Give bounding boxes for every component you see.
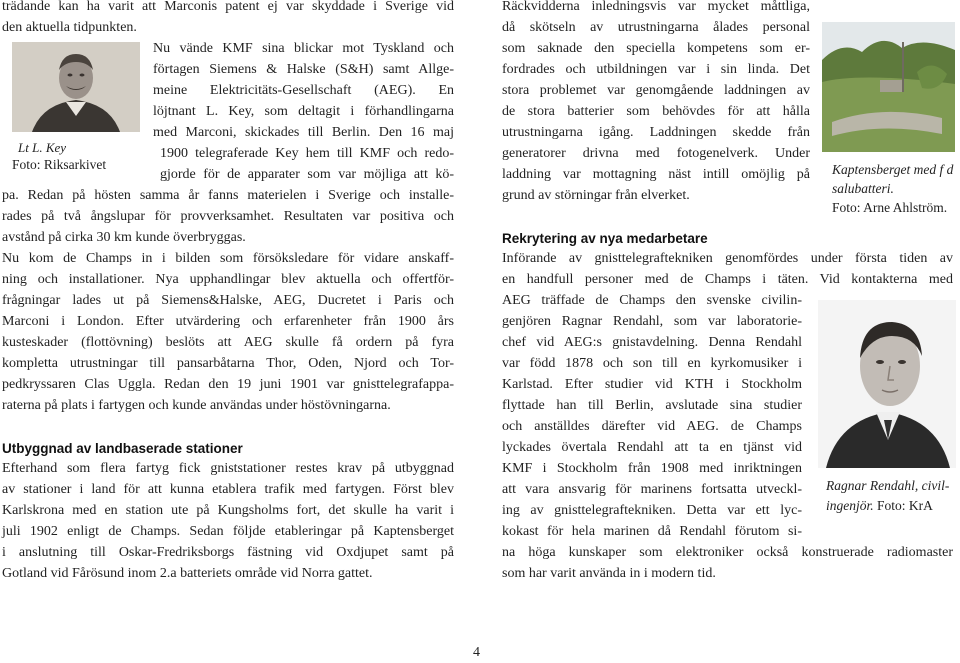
section-heading: Rekrytering av nya medarbetare [502, 231, 708, 246]
kaptensberget-caption: Kaptensberget med f d [832, 162, 954, 177]
left-wrap-line: Nu vände KMF sina blickar mot Tyskland och [153, 41, 454, 56]
left-text-line: trädande kan ha varit att Marconis patent ej var skyddade i Sverige vid [2, 0, 454, 14]
left-body-line: avstånd på cirka 30 km kunde överbryggas. [2, 230, 246, 245]
right-text-line: utrustningarna igång. Laddningen skedde från [502, 125, 810, 140]
left-body-line: frågningar lades ut på Siemens&Halske, AEG, Ducretet i Paris och [2, 293, 454, 308]
right-wrap-line: chef vid AEG:s gnistavdelning. Denna Rendahl [502, 335, 802, 350]
left-body-line: kusteskader (flottövning) beslöts att AEG skulle få ordern på fyra [2, 335, 454, 350]
left-body-line: raterna på plats i fartygen och kunde användas under höstövningarna. [2, 398, 391, 413]
left-section-line: juli 1902 enligt de Champs. Sedan följde etableringar på Kaptensberget [2, 524, 454, 539]
left-body-line: rades på två ångslupar för provverksamhet. Resultaten var positiva och [2, 209, 454, 224]
key-photo-credit: Foto: Riksarkivet [12, 157, 107, 172]
left-text-line: den aktuella tidpunkten. [2, 20, 137, 35]
left-body-line: pedkryssaren Clas Uggla. Redan den 19 juni 1901 var gnisttelegrafappa- [2, 377, 454, 392]
kaptensberget-photo [822, 22, 955, 152]
key-portrait-photo [12, 42, 140, 132]
left-section-line: av stationer i land för att kunna etablera trafik med fartygen. Först blev [2, 482, 454, 497]
left-wrap-line: med Marconi, skickades till Berlin. Den 16 maj [153, 125, 454, 140]
right-text-line: Räckvidderna inledningsvis var mycket måttliga, [502, 0, 810, 14]
left-wrap-line: 1900 telegraferade Key hem till KMF och redo- [160, 146, 454, 161]
right-full-line: en handfull personer med de Champs i täten. Vid kontakterna med [502, 272, 953, 287]
section-heading: Utbyggnad av landbaserade stationer [2, 441, 243, 456]
left-wrap-line: meine Elektricitäts-Gesellschaft (AEG). En [153, 83, 454, 98]
right-text-line: som saknade den speciella kompetens som er- [502, 41, 810, 56]
left-body-line: kompletta utrustningar till pansarbåtarna Thor, Oden, Njord och Tor- [2, 356, 454, 371]
left-body-line: Marconi i London. Efter utvärdering och erfarenheter från 1900 års [2, 314, 454, 329]
right-wrap-line: ing av gnisttelegraftekniken. Detta var ett lyc- [502, 503, 802, 518]
right-text-line: generatorer drivna med fotogenelverk. Under [502, 146, 810, 161]
left-section-line: Karlskrona med en station ute på Kungsholms fort, det skulle ha varit i [2, 503, 454, 518]
right-wrap-line: kokast för hela marinen då Rendahl förutom si- [502, 524, 802, 539]
right-wrap-line: att vara ansvarig för marinens fortsatta utveckl- [502, 482, 802, 497]
left-section-line: Efterhand som flera fartyg fick gniststationer restes krav på utbyggnad [2, 461, 454, 476]
kaptensberget-caption: salubatteri. [832, 181, 894, 196]
rendahl-portrait-photo [818, 300, 956, 468]
right-wrap-line: flyttade han till Berlin, avslutade sina studier [502, 398, 802, 413]
right-full-line: Införande av gnisttelegraftekniken genomfördes under första tiden av [502, 251, 953, 266]
right-wrap-line: Karlstad. Efter studier vid KTH i Stockholm [502, 377, 802, 392]
right-wrap-line: KMF i Stockholm från 1908 med inriktningen [502, 461, 802, 476]
left-wrap-line: gjorde för de apparater som var möjliga att kö- [160, 167, 454, 182]
right-text-line: laddning var mottagning näst intill omöjlig på [502, 167, 810, 182]
rendahl-caption: Ragnar Rendahl, civil- [826, 478, 950, 493]
left-body-line: ning och installationer. Nya upphandlingar blev aktuella och offertför- [2, 272, 454, 287]
right-end-line: na höga kunskaper som elektroniker också konstruerade radiomaster [502, 545, 953, 560]
left-section-line: i anslutning till Oskar-Fredriksborgs fästning vid Oxdjupet samt på [2, 545, 454, 560]
rendahl-caption-line2 [826, 496, 933, 515]
right-wrap-line: var född 1878 och son till en kyrkomusiker i [502, 356, 802, 371]
right-text-line: grund av störningar från elverket. [502, 188, 690, 203]
right-wrap-line: AEG träffade de Champs den svenske civilin- [502, 293, 802, 308]
rendahl-photo-credit: Foto: KrA [873, 498, 933, 513]
kaptensberget-credit: Foto: Arne Ahlström. [832, 200, 948, 215]
left-section-line: Gotland vid Fårösund inom 2.a batteriets område vid Norra gattet. [2, 566, 373, 581]
rendahl-caption-title: ingenjör. [826, 498, 874, 513]
right-text-line: de stora batterier som behövdes för att hålla [502, 104, 810, 119]
right-text-line: stora problemet var genomgående laddningen av [502, 83, 810, 98]
right-text-line: då skötseln av utrustningarna ålades personal [502, 20, 810, 35]
right-text-line: fordrades och utbildningen var i sin linda. Det [502, 62, 810, 77]
page-number: 4 [473, 645, 480, 660]
right-wrap-line: lyckades övertala Rendahl att ta en tjänst vid [502, 440, 802, 455]
left-body-line: pa. Redan på hösten samma år fanns materielen i Sverige och installe- [2, 188, 454, 203]
right-wrap-line: genjören Ragnar Rendahl, som var laboratorie- [502, 314, 802, 329]
left-wrap-line: förtagen Siemens & Halske (S&H) samt Allge- [153, 62, 454, 77]
right-wrap-line: och anställdes därefter vid AEG. de Champs [502, 419, 802, 434]
left-wrap-line: löjtnant L. Key, som deltagit i förhandlingarna [153, 104, 454, 119]
left-body-line: Nu kom de Champs in i bilden som försöksledare för vidare anskaff- [2, 251, 454, 266]
right-end-line: som har varit använda in i modern tid. [502, 566, 716, 581]
key-photo-caption: Lt L. Key [18, 140, 67, 155]
